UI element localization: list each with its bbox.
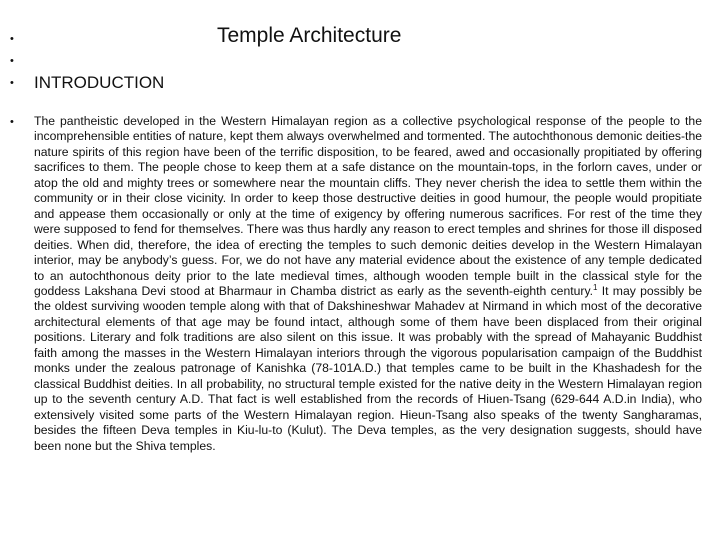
slide-title: Temple Architecture — [217, 24, 402, 47]
body-paragraph — [34, 114, 702, 454]
body-text-part2: It may possibly be the oldest surviving wooden temple along with that of Dakshineshwar Mahadev at Nirmand in which most of the decorative architectural elements of that age may be found intact, although some of them have been displaced from their original positions. Literary and folk traditions are also silent on this issue. It was probably with the spread of Mahayanic Buddhist faith among the masses in the Western Himalayan interiors through the vigorous popularisation campaign of the Buddhist monks under the zealous patronage of Kanishka (78-101A.D.) that temples came to be built in the Khashadesh for the classical Buddhist deities. In all probability, no structural temple existed for the native deity in the Western Himalayan region up to the seventh century A.D. That fact is well established from the records of Hiuen-Tsang (629-644 A.D.in India), who extensively visited some parts of the Western Himalayan region. Hieun-Tsang also speaks of the twenty Sangharamas, besides the fifteen Deva temples in Kiu-lu-to (Kulut). The Deva temples, as the very designation suggests, should have been none but the Shiva temples. — [34, 283, 702, 453]
bullet-marker-empty: • — [10, 55, 14, 67]
body-text-part1: The pantheistic developed in the Western Himalayan region as a collective psychological response of the people to the incomprehensible entities of nature, kept them always overwhelmed and tormented. The autochthonous demonic deities-the nature spirits of this region have been of the terrific disposition, to be feared, awed and occasionally propitiated by offering sacrifices to them. The people chose to keep them at a safe distance on the mountain-tops, in the forlorn caves, under or atop the old and mighty trees or somewhere near the mountain cliffs. They never cherish the idea to settle them within the community or in their close vicinity. In order to keep those destructive deities in good humour, the people would propitiate and appease them occasionally or only at the time of exigency by offering numerous sacrifices. For rest of the time they were supposed to fend for themselves. There was thus hardly any reason to erect temples and shrines for those ill disposed deities. When did, therefore, the idea of erecting the temples to such demonic deities develop in the Western Himalayan interior, may be anybody’s guess. For, we do not have any material evidence about the existence of any temple dedicated to an autochthonous deity prior to the late medieval times, although wooden temple built in the classical style for the goddess Lakshana Devi stood at Bharmaur in Chamba district as early as the seventh-eighth century. — [34, 114, 702, 298]
section-heading: INTRODUCTION — [34, 73, 165, 92]
bullet-marker-title: • — [10, 33, 14, 45]
bullet-marker-heading: • — [10, 77, 14, 89]
footnote-marker: 1 — [593, 282, 598, 292]
bullet-marker-body: • — [10, 116, 14, 128]
